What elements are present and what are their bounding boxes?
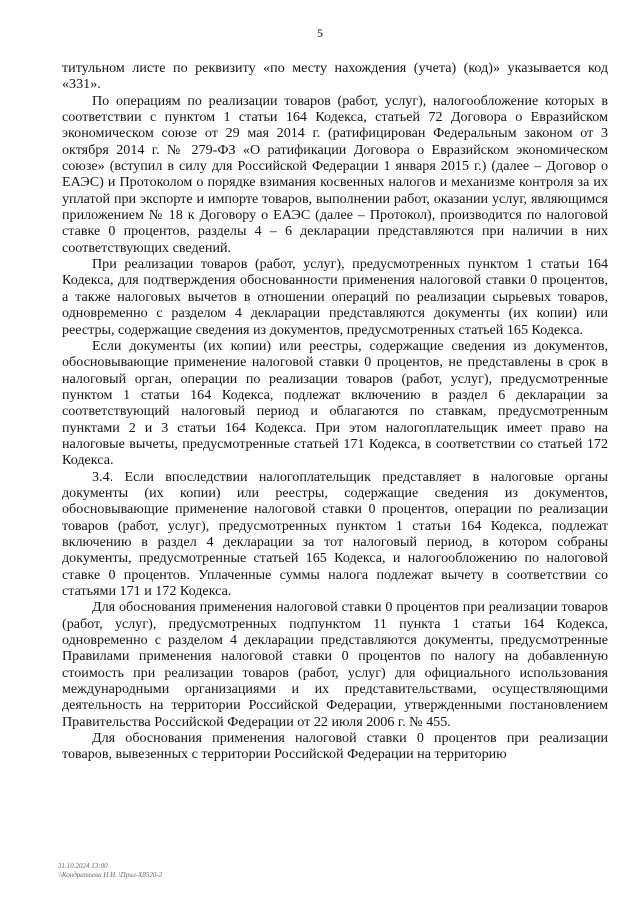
footer-timestamp: 31.10.2024 13:00 xyxy=(58,862,108,870)
paragraph-international-organizations: Для обоснования применения налоговой ставки 0 процентов при реализации товаров (работ, услуг), предусмотренных подпунктом 11 пункта 1 статьи 164 Кодекса, одновременно с разделом 4 декларации представляются документы, предусмотренные Правилами применения налоговой ставки 0 процентов по налогу на добавленную стоимость при реализации товаров (работ, услуг) для официального использования международными организациями и их представительствами, осуществляющими деятельность на территории Российской Федерации, утвержденными постановлением Правительства Российской Федерации от 22 июля 2006 г. № 455. xyxy=(62,599,608,730)
paragraph-zero-rate-confirmation: При реализации товаров (работ, услуг), предусмотренных пунктом 1 статьи 164 Кодекса, для подтверждения обоснованности применения налоговой ставки 0 процентов, а также налоговых вычетов в отношении операций по реализации сырьевых товаров, одновременно с разделом 4 декларации представляются документы (их копии) или реестры, содержащие сведения из документов, предусмотренных статьей 165 Кодекса. xyxy=(62,256,608,338)
footer-stamp xyxy=(58,862,162,880)
document-body xyxy=(62,60,608,763)
footer-file-path: \\Кондратьева Н.И. \Прил-Х8520-2 xyxy=(58,871,163,879)
paragraph-documents-not-submitted: Если документы (их копии) или реестры, содержащие сведения из документов, обосновывающие применение налоговой ставки 0 процентов, не представлены в срок в налоговый орган, операции по реализации товаров (работ, услуг), предусмотренные пунктом 1 статьи 164 Кодекса, подлежат включению в раздел 6 декларации за соответствующий налоговый период и облагаются по ставкам, предусмотренным пунктами 2 и 3 статьи 164 Кодекса. При этом налогоплательщик имеет право на налоговые вычеты, предусмотренные статьей 171 Кодекса, в соответствии со статьей 172 Кодекса. xyxy=(62,337,608,469)
page-number: 5 xyxy=(317,26,323,40)
paragraph-continuation: титульном листе по реквизиту «по месту нахождения (учета) (код)» указывается код «331». xyxy=(62,60,608,93)
paragraph-eaeu-operations: По операциям по реализации товаров (работ, услуг), налогообложение которых в соответствии с пунктом 1 статьи 164 Кодекса, статьей 72 Договора о Евразийском экономическом союзе от 29 мая 2014 г. (ратифицирован Федеральным законом от 3 октября 2014 г. № 279-ФЗ «О ратификации Договора о Евразийском экономическом союзе» (вступил в силу для Российской Федерации 1 января 2015 г.) (далее – Договор о ЕАЭС) и Протоколом о порядке взимания косвенных налогов и механизме контроля за их уплатой при экспорте и импорте товаров, выполнении работ, оказании услуг, являющимся приложением № 18 к Договору о ЕАЭС (далее – Протокол), производится по налоговой ставке 0 процентов, разделы 4 – 6 декларации представляются при наличии в них соответствующих сведений. xyxy=(62,92,608,256)
paragraph-section-3-4: 3.4. Если впоследствии налогоплательщик представляет в налоговые органы документы (их копии) или реестры, содержащие сведения из документов, обосновывающие применение налоговой ставки 0 процентов, операции по реализации товаров (работ, услуг), предусмотренных пунктом 1 статьи 164 Кодекса, подлежат включению в раздел 4 декларации за тот налоговый период, в котором собраны документы, предусмотренные статьей 165 Кодекса, и налогообложению по налоговой ставке 0 процентов. Уплаченные суммы налога подлежат вычету в соответствии со статьями 171 и 172 Кодекса. xyxy=(62,468,608,599)
paragraph-exported-goods: Для обоснования применения налоговой ставки 0 процентов при реализации товаров, вывезенных с территории Российской Федерации на территорию xyxy=(62,730,608,763)
